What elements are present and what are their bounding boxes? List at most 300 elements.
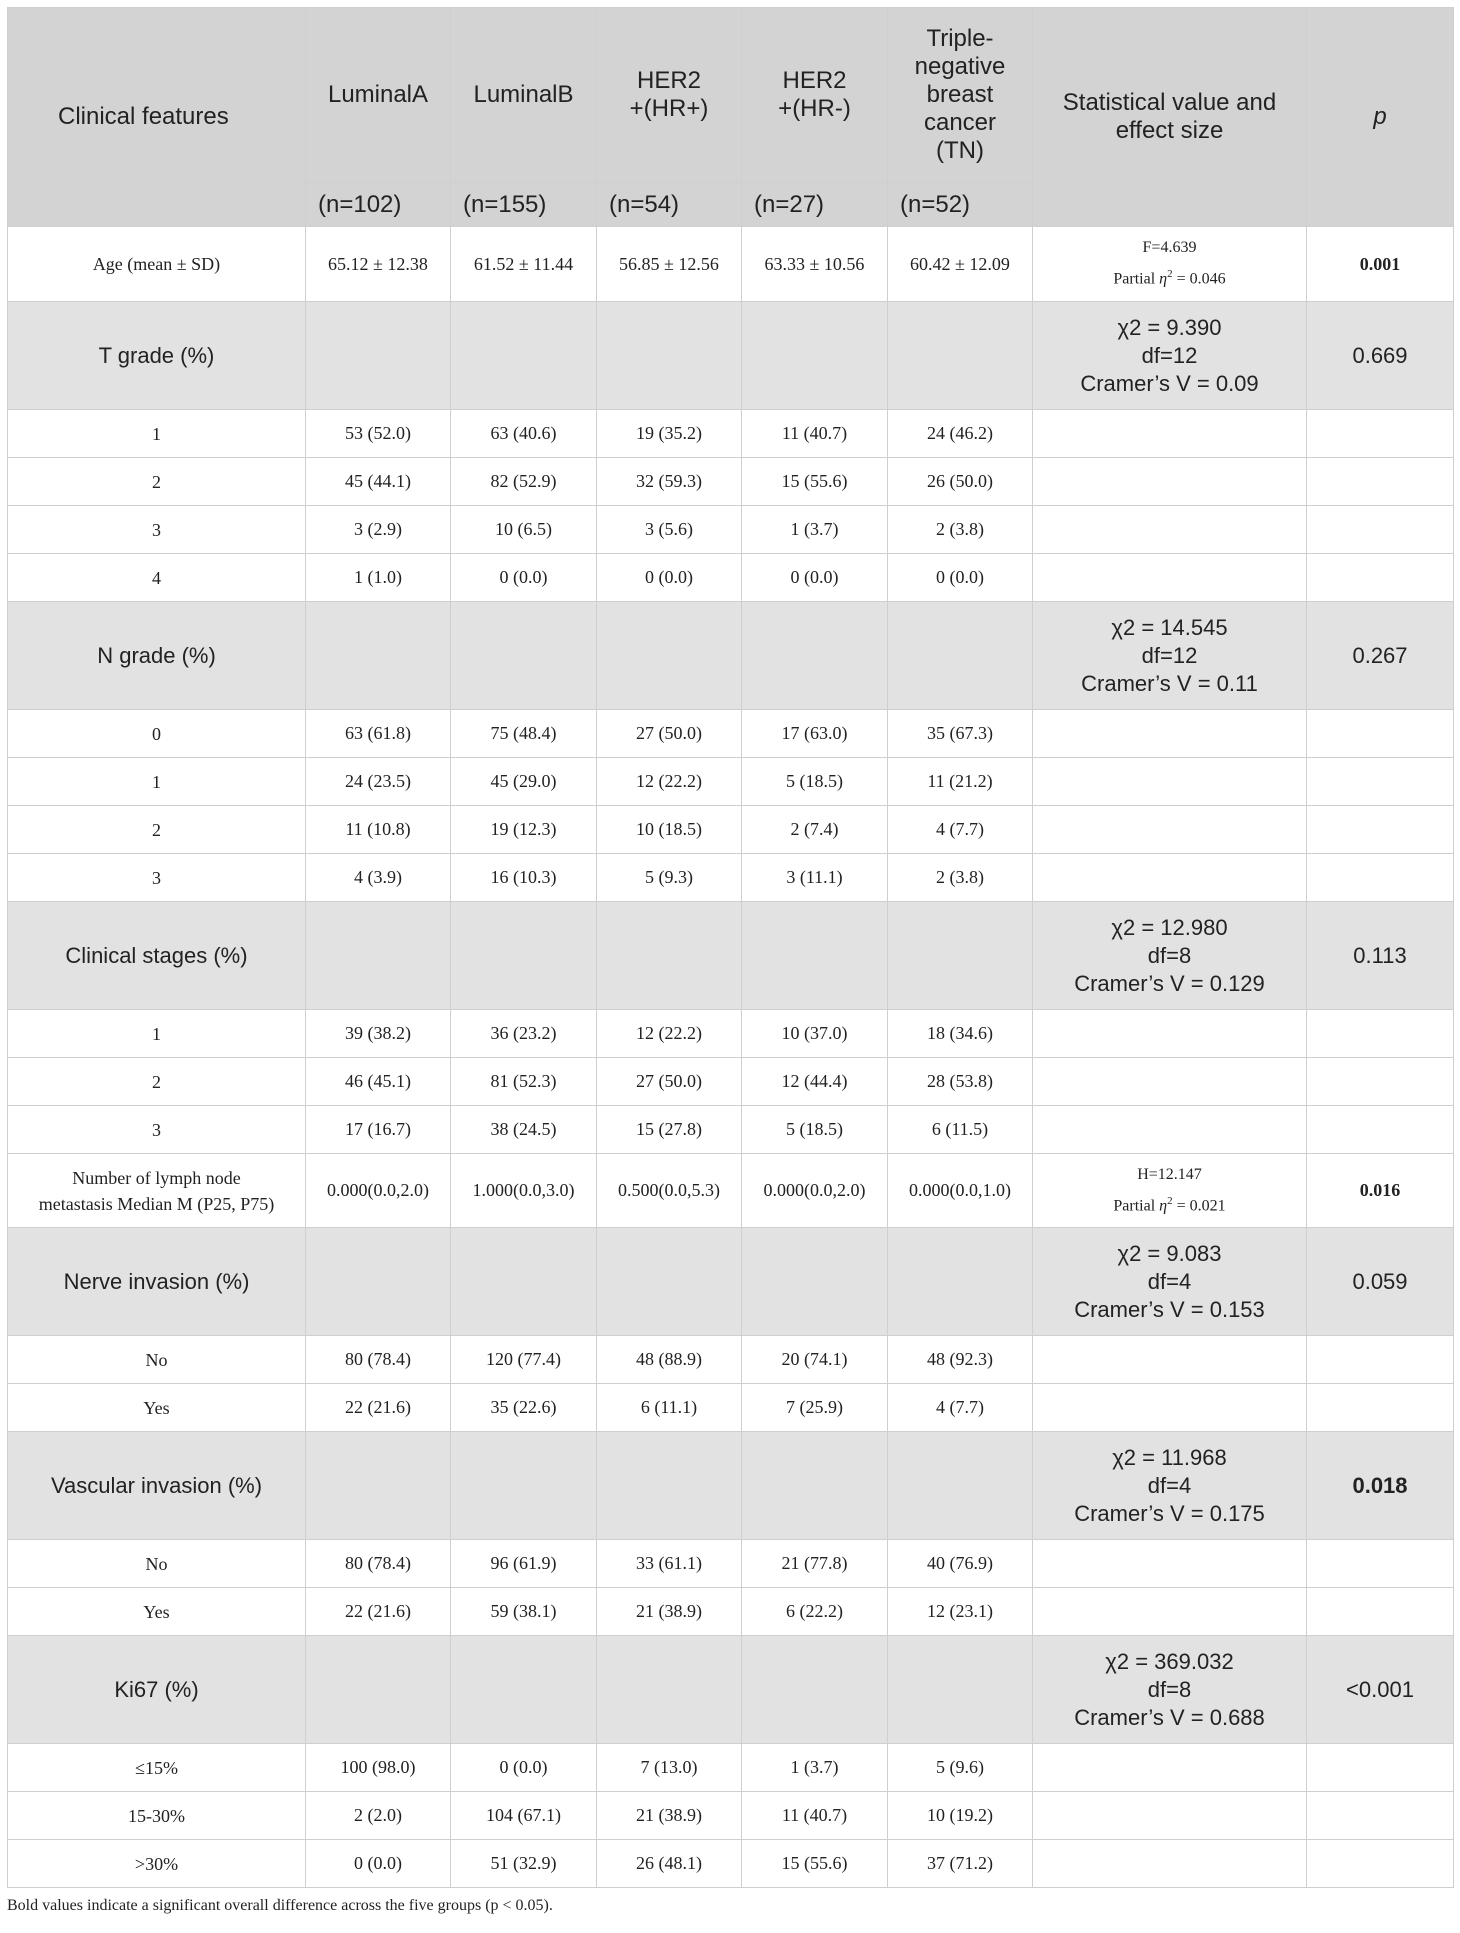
stat-superscript: 2 [1167,268,1173,281]
row-label-text: N grade (%) [97,642,216,668]
value-cell [306,1744,451,1792]
empty-cell [1307,458,1454,506]
table-group-row [8,1432,1454,1540]
value-cell [742,410,888,458]
value-cell [597,458,742,506]
value-cell-text: 35 (67.3) [927,723,993,743]
row-label [8,1588,306,1636]
header-statistical-value: Statistical value and effect size [1033,8,1307,227]
empty-cell [1307,554,1454,602]
header-n-luminal-b: (n=155) [451,183,597,227]
p-value-cell [1307,1154,1454,1228]
empty-cell [888,302,1033,410]
value-cell-text: 19 (35.2) [636,423,702,443]
empty-cell [1033,1792,1307,1840]
value-cell-text: 0 (0.0) [499,1757,548,1777]
value-cell [888,710,1033,758]
value-cell-text: 53 (52.0) [345,423,411,443]
empty-cell [1307,1540,1454,1588]
value-cell [451,758,597,806]
value-cell [597,710,742,758]
value-cell [742,506,888,554]
value-cell-text: 26 (48.1) [636,1853,702,1873]
p-value-cell [1307,602,1454,710]
value-cell [597,410,742,458]
stat-cell [1033,1154,1307,1228]
stat-cell [1033,227,1307,302]
value-cell-text: 45 (29.0) [490,771,557,791]
row-label [8,1744,306,1792]
value-cell-text: 75 (48.4) [490,723,557,743]
value-cell-text: 4 (7.7) [936,819,984,839]
stat-suffix: = 0.046 [1172,270,1226,288]
p-value-cell-text: 0.001 [1359,253,1401,274]
value-cell [451,1106,597,1154]
value-cell-text: 80 (78.4) [345,1349,411,1369]
value-cell [451,1154,597,1228]
row-label [8,1228,306,1336]
empty-cell [742,1636,888,1744]
p-value-cell-text: 0.113 [1353,942,1407,968]
value-cell-text: 1 (1.0) [354,567,402,587]
row-label-text: Nerve invasion (%) [63,1268,250,1294]
value-cell-text: 11 (40.7) [781,423,848,443]
value-cell-text: 45 (44.1) [345,471,411,491]
empty-cell [1033,1744,1307,1792]
header-group-luminal-b: LuminalB [451,8,597,183]
p-value-cell-text: 0.016 [1359,1180,1401,1200]
row-label-text: Number of lymph node metastasis Median M (P25, P75) [38,1167,275,1214]
empty-cell [306,1432,451,1540]
value-cell-text: 48 (92.3) [927,1349,993,1369]
table-group-row [8,1636,1454,1744]
empty-cell [306,602,451,710]
stat-line-2 [1037,1188,1302,1219]
value-cell-text: 48 (88.9) [636,1349,702,1369]
empty-cell [1307,1588,1454,1636]
value-cell [888,1744,1033,1792]
value-cell-text: 32 (59.3) [636,471,702,491]
value-cell-text: 0.000(0.0,1.0) [909,1180,1011,1200]
value-cell-text: 2 (7.4) [790,819,839,839]
empty-cell [1033,1540,1307,1588]
table-row [8,554,1454,602]
header-n-her2-hr-neg: (n=27) [742,183,888,227]
value-cell [451,1744,597,1792]
value-cell [306,758,451,806]
value-cell-text: 1 (3.7) [790,1757,839,1777]
row-label-text: 2 [152,1071,161,1092]
row-label [8,806,306,854]
value-cell [306,1588,451,1636]
empty-cell [1033,506,1307,554]
value-cell [742,554,888,602]
table-row [8,1154,1454,1228]
empty-cell [451,602,597,710]
empty-cell [1033,1010,1307,1058]
value-cell-text: 5 (9.3) [645,867,693,887]
empty-cell [1307,1010,1454,1058]
value-cell [742,710,888,758]
value-cell-text: 0 (0.0) [790,567,839,587]
value-cell [597,1384,742,1432]
table-row [8,1058,1454,1106]
value-cell [742,1336,888,1384]
empty-cell [1033,554,1307,602]
value-cell-text: 56.85 ± 12.56 [619,253,719,274]
value-cell-text: 10 (18.5) [636,819,702,839]
table-body [8,227,1454,1888]
table-header [8,8,1454,227]
empty-cell [742,302,888,410]
empty-cell [888,1636,1033,1744]
table-row [8,1792,1454,1840]
table-row [8,227,1454,302]
clinical-features-table [7,7,1454,1888]
value-cell [451,1010,597,1058]
value-cell-text: 24 (46.2) [927,423,993,443]
value-cell [306,1384,451,1432]
row-label-text: >30% [134,1853,179,1874]
value-cell-text: 20 (74.1) [781,1349,848,1369]
row-label-text: Yes [143,1601,170,1622]
value-cell [597,1154,742,1228]
header-n-luminal-a: (n=102) [306,183,451,227]
row-label-text: 2 [152,819,161,840]
value-cell-text: 46 (45.1) [345,1071,411,1091]
stat-line-2 [1037,261,1302,292]
value-cell-text: 28 (53.8) [927,1071,993,1091]
empty-cell [1307,1106,1454,1154]
row-label-text: 3 [152,1119,161,1140]
empty-cell [1033,1058,1307,1106]
value-cell [451,1384,597,1432]
stat-cell [1033,1432,1307,1540]
value-cell [742,854,888,902]
value-cell [306,1336,451,1384]
value-cell-text: 0.000(0.0,2.0) [327,1180,429,1200]
value-cell-text: 11 (10.8) [345,819,411,839]
row-label [8,302,306,410]
table-row [8,1540,1454,1588]
value-cell [451,1840,597,1888]
p-value-cell [1307,1636,1454,1744]
header-p-value: p [1307,8,1454,227]
value-cell-text: 27 (50.0) [636,1071,702,1091]
value-cell [888,554,1033,602]
row-label [8,1154,306,1228]
empty-cell [1307,1744,1454,1792]
value-cell-text: 33 (61.1) [636,1553,702,1573]
value-cell-text: 6 (11.1) [640,1397,698,1417]
value-cell-text: 7 (13.0) [640,1757,698,1777]
value-cell [451,1588,597,1636]
value-cell-text: 21 (38.9) [636,1601,702,1621]
empty-cell [306,1228,451,1336]
empty-cell [1307,806,1454,854]
value-cell [451,854,597,902]
value-cell-text: 0 (0.0) [499,567,548,587]
value-cell [597,1840,742,1888]
row-label [8,1010,306,1058]
value-cell [742,1840,888,1888]
empty-cell [1033,1106,1307,1154]
value-cell-text: 96 (61.9) [490,1553,557,1573]
value-cell [742,1540,888,1588]
value-cell-text: 0 (0.0) [645,567,693,587]
row-label-text: T grade (%) [98,342,215,368]
table-group-row [8,1228,1454,1336]
empty-cell [1307,506,1454,554]
value-cell [597,1540,742,1588]
value-cell-text: 3 (5.6) [645,519,693,539]
row-label [8,710,306,758]
value-cell-text: 2 (3.8) [936,867,984,887]
row-label [8,410,306,458]
value-cell-text: 0 (0.0) [936,567,984,587]
value-cell-text: 22 (21.6) [345,1601,411,1621]
empty-cell [1033,458,1307,506]
value-cell-text: 15 (55.6) [781,471,848,491]
value-cell [888,1540,1033,1588]
value-cell [888,1058,1033,1106]
row-label [8,1636,306,1744]
table-group-row [8,902,1454,1010]
value-cell-text: 12 (23.1) [927,1601,993,1621]
p-value-cell [1307,227,1454,302]
value-cell [742,1792,888,1840]
table-row [8,1744,1454,1792]
value-cell-text: 82 (52.9) [490,471,557,491]
value-cell [597,554,742,602]
header-group-luminal-a: LuminalA [306,8,451,183]
row-label [8,1106,306,1154]
value-cell [742,806,888,854]
empty-cell [888,1228,1033,1336]
p-value-cell-text: <0.001 [1346,1676,1414,1702]
value-cell [306,1058,451,1106]
value-cell-text: 104 (67.1) [486,1805,561,1825]
value-cell-text: 0 (0.0) [354,1853,402,1873]
p-value-cell-text: 0.267 [1352,642,1408,668]
stat-suffix: = 0.021 [1172,1197,1226,1215]
empty-cell [742,602,888,710]
value-cell [888,806,1033,854]
table-row [8,506,1454,554]
value-cell-text: 26 (50.0) [927,471,993,491]
row-label [8,227,306,302]
empty-cell [1307,710,1454,758]
row-label [8,758,306,806]
value-cell [306,710,451,758]
empty-cell [597,302,742,410]
stat-cell [1033,1636,1307,1744]
row-label [8,1792,306,1840]
value-cell-text: 10 (19.2) [927,1805,993,1825]
row-label [8,1540,306,1588]
table-container [7,7,1453,1888]
empty-cell [888,1432,1033,1540]
value-cell [888,1154,1033,1228]
value-cell-text: 4 (3.9) [354,867,402,887]
value-cell-text: 39 (38.2) [345,1023,411,1043]
value-cell-text: 60.42 ± 12.09 [910,253,1010,274]
value-cell [306,806,451,854]
empty-cell [451,302,597,410]
row-label-text: 4 [152,567,161,588]
value-cell [597,758,742,806]
empty-cell [1033,758,1307,806]
value-cell [888,1588,1033,1636]
value-cell-text: 36 (23.2) [490,1023,557,1043]
value-cell-text: 2 (2.0) [354,1805,402,1825]
stat-line-1: F=4.639 [1142,239,1197,257]
p-value-cell [1307,1228,1454,1336]
value-cell [306,1792,451,1840]
value-cell [888,227,1033,302]
stat-cell [1033,902,1307,1010]
value-cell [597,1336,742,1384]
value-cell-text: 10 (6.5) [495,519,552,539]
value-cell-text: 10 (37.0) [781,1023,848,1043]
value-cell [888,1840,1033,1888]
empty-cell [742,1228,888,1336]
value-cell [597,1106,742,1154]
row-label-text: 1 [152,771,161,792]
table-group-row [8,602,1454,710]
value-cell-text: 80 (78.4) [345,1553,411,1573]
value-cell [597,1588,742,1636]
header-n-triple-negative: (n=52) [888,183,1033,227]
header-clinical-features: Clinical features [8,8,306,227]
value-cell [451,1336,597,1384]
header-group-triple-negative: Triple- negative breast cancer (TN) [888,8,1033,183]
header-group-her2-hr-pos: HER2 +(HR+) [597,8,742,183]
value-cell-text: 27 (50.0) [636,723,702,743]
table-row [8,854,1454,902]
value-cell [742,1154,888,1228]
value-cell-text: 120 (77.4) [486,1349,561,1369]
row-label-text: 1 [152,1023,161,1044]
value-cell [306,1154,451,1228]
empty-cell [1307,1840,1454,1888]
value-cell-text: 17 (63.0) [781,723,848,743]
value-cell-text: 12 (22.2) [636,771,702,791]
value-cell-text: 1.000(0.0,3.0) [472,1180,575,1200]
value-cell [306,506,451,554]
value-cell-text: 7 (25.9) [786,1397,843,1417]
stat-cell-text: χ2 = 9.083 df=4 Cramer’s V = 0.153 [1074,1240,1265,1322]
empty-cell [742,902,888,1010]
table-row [8,1010,1454,1058]
row-label-text: 0 [152,723,161,744]
stat-cell-text: χ2 = 9.390 df=12 Cramer’s V = 0.09 [1080,314,1259,396]
row-label [8,1840,306,1888]
value-cell [742,1744,888,1792]
value-cell [742,758,888,806]
p-value-cell [1307,302,1454,410]
value-cell-text: 15 (27.8) [636,1119,702,1139]
value-cell-text: 3 (11.1) [786,867,843,887]
value-cell-text: 17 (16.7) [345,1119,411,1139]
table-row [8,1106,1454,1154]
empty-cell [1307,854,1454,902]
stat-prefix: Partial [1113,270,1160,288]
value-cell [742,1058,888,1106]
row-label-text: Yes [143,1397,170,1418]
value-cell [888,1336,1033,1384]
empty-cell [1033,710,1307,758]
value-cell [451,410,597,458]
value-cell-text: 35 (22.6) [490,1397,557,1417]
value-cell [597,854,742,902]
table-row [8,410,1454,458]
row-label-text: 2 [152,471,161,492]
stat-superscript: 2 [1167,1194,1173,1207]
stat-eta-symbol: η [1159,1197,1168,1215]
row-label-text: 1 [152,423,161,444]
value-cell-text: 6 (22.2) [786,1601,843,1621]
stat-line-1: H=12.147 [1137,1165,1202,1183]
value-cell-text: 16 (10.3) [490,867,557,887]
value-cell-text: 65.12 ± 12.38 [328,253,428,274]
row-label [8,1336,306,1384]
empty-cell [1033,806,1307,854]
empty-cell [1307,1058,1454,1106]
row-label [8,602,306,710]
value-cell-text: 0.000(0.0,2.0) [763,1180,866,1200]
value-cell [306,554,451,602]
table-row [8,806,1454,854]
row-label-text: 3 [152,867,161,888]
stat-cell [1033,1228,1307,1336]
row-label [8,1058,306,1106]
value-cell-text: 3 (2.9) [354,519,402,539]
empty-cell [597,1228,742,1336]
value-cell [742,1106,888,1154]
row-label-text: 3 [152,519,161,540]
value-cell-text: 12 (44.4) [781,1071,848,1091]
empty-cell [1307,1336,1454,1384]
value-cell-text: 59 (38.1) [490,1601,557,1621]
row-label-text: Vascular invasion (%) [50,1472,263,1498]
value-cell-text: 100 (98.0) [340,1757,416,1777]
table-row [8,710,1454,758]
value-cell [451,554,597,602]
value-cell [597,1744,742,1792]
p-value-cell [1307,1432,1454,1540]
value-cell [888,854,1033,902]
value-cell [888,1106,1033,1154]
empty-cell [1307,410,1454,458]
value-cell [306,1106,451,1154]
stat-prefix: Partial [1113,1197,1160,1215]
empty-cell [451,902,597,1010]
stat-cell-text: χ2 = 11.968 df=4 Cramer’s V = 0.175 [1074,1444,1265,1526]
p-value-cell-text: 0.018 [1352,1472,1408,1498]
p-value-cell-text: 0.059 [1352,1268,1408,1294]
value-cell [888,458,1033,506]
value-cell-text: 21 (77.8) [781,1553,848,1573]
value-cell-text: 40 (76.9) [927,1553,993,1573]
empty-cell [1307,1792,1454,1840]
table-row [8,1336,1454,1384]
stat-cell-text: χ2 = 14.545 df=12 Cramer’s V = 0.11 [1081,614,1258,696]
value-cell [888,410,1033,458]
value-cell [888,1384,1033,1432]
empty-cell [1033,1384,1307,1432]
table-row [8,1588,1454,1636]
